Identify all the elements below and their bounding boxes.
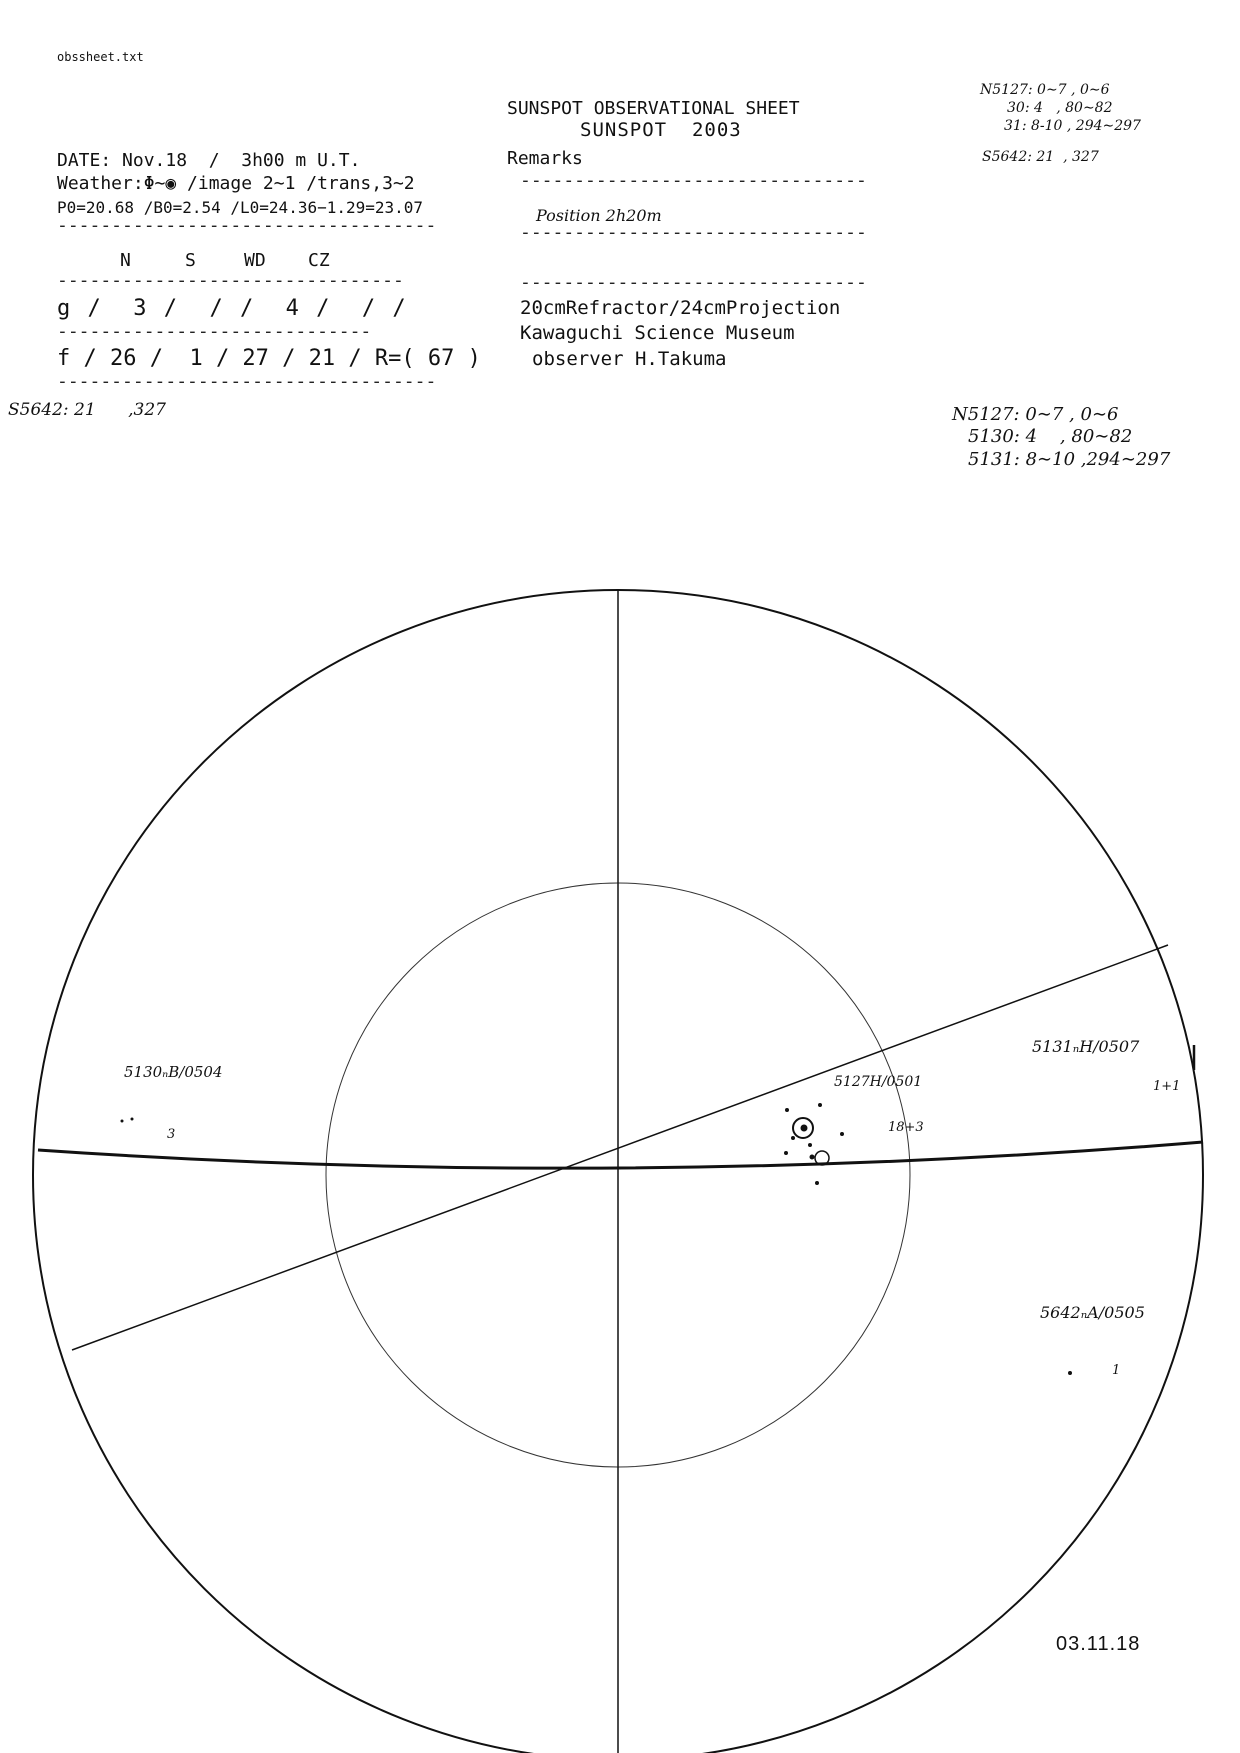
right-note-1: N5127: 0∼7 , 0∼6 [952, 404, 1119, 425]
f-row: f / 26 / 1 / 27 / 21 / R=( 67 ) [57, 346, 481, 371]
remarks-label: Remarks [507, 148, 583, 169]
remarks-divider-1: -------------------------------- [520, 170, 867, 191]
top-right-note-4: S5642: 21 , 327 [982, 149, 1099, 165]
col-header-n: N [120, 250, 131, 271]
group-5131-label: 5131ₙH/0507 [1032, 1037, 1140, 1056]
solar-equator-curve [38, 1142, 1203, 1168]
top-right-note-2: 30: 4 , 80∼82 [1007, 100, 1113, 116]
date-row: DATE: Nov.18 / 3h00 m U.T. [57, 150, 361, 171]
top-right-note-3: 31: 8-10 , 294∼297 [1004, 118, 1141, 134]
sheet-subtitle: SUNSPOT 2003 [580, 119, 742, 141]
col-header-cz: CZ [308, 250, 330, 271]
divider-1: ----------------------------------- [57, 215, 437, 236]
divider-4: ----------------------------------- [57, 371, 437, 392]
sunspot-group-5642 [1068, 1371, 1072, 1375]
observer: observer H.Takuma [532, 348, 727, 370]
group-5127-label: 5127H/0501 [834, 1074, 923, 1090]
sunspot-umbra [801, 1125, 807, 1131]
remarks-note: Position 2h20m [536, 206, 662, 225]
sunspot-dot [786, 1109, 789, 1112]
sunspot-dot [816, 1182, 819, 1185]
left-note: S5642: 21 ,327 [8, 400, 166, 420]
reference-axis-line [72, 945, 1168, 1350]
remarks-divider-3: -------------------------------- [520, 272, 867, 293]
file-name: obssheet.txt [57, 50, 144, 64]
sunspot-dot [809, 1144, 812, 1147]
sunspot-dot [131, 1118, 134, 1121]
sunspot-dot [1068, 1371, 1072, 1375]
g-row: g / 3 / / / 4 / / / [57, 296, 408, 321]
group-5131-count: 1+1 [1153, 1079, 1181, 1094]
sunspot-dot [785, 1152, 788, 1155]
group-5642-count: 1 [1112, 1363, 1121, 1378]
instrument: 20cmRefractor/24cmProjection [520, 297, 841, 319]
top-right-note-1: N5127: 0∼7 , 0∼6 [980, 82, 1110, 98]
sunspot-group-5130 [121, 1118, 134, 1123]
right-note-2: 5130: 4 , 80∼82 [968, 426, 1133, 447]
remarks-divider-2: -------------------------------- [520, 222, 867, 243]
sunspot-dot [121, 1120, 124, 1123]
weather-row: Weather:Φ∼◉ /image 2∼1 /trans,3∼2 [57, 173, 415, 194]
divider-2: -------------------------------- [57, 270, 404, 291]
sunspot-dot [819, 1104, 822, 1107]
right-note-3: 5131: 8∼10 ,294∼297 [968, 449, 1171, 470]
col-header-wd: WD [244, 250, 266, 271]
divider-3: ----------------------------- [57, 321, 372, 342]
group-5642-label: 5642ₙA/0505 [1040, 1303, 1145, 1322]
group-5127-count: 18+3 [888, 1120, 924, 1135]
sunspot-dot [792, 1137, 795, 1140]
sunspot-dot [841, 1133, 844, 1136]
sunspot-umbra [810, 1155, 814, 1159]
group-5130-count: 3 [167, 1127, 176, 1142]
date-stamp: 03.11.18 [1056, 1633, 1141, 1655]
sheet-title: SUNSPOT OBSERVATIONAL SHEET [507, 98, 800, 119]
sunspot-group-5127 [785, 1104, 844, 1185]
institution: Kawaguchi Science Museum [520, 322, 795, 344]
col-header-s: S [185, 250, 196, 271]
group-5130-label: 5130ₙB/0504 [124, 1063, 223, 1081]
params-row: P0=20.68 /B0=2.54 /L0=24.36−1.29=23.07 [57, 198, 424, 217]
